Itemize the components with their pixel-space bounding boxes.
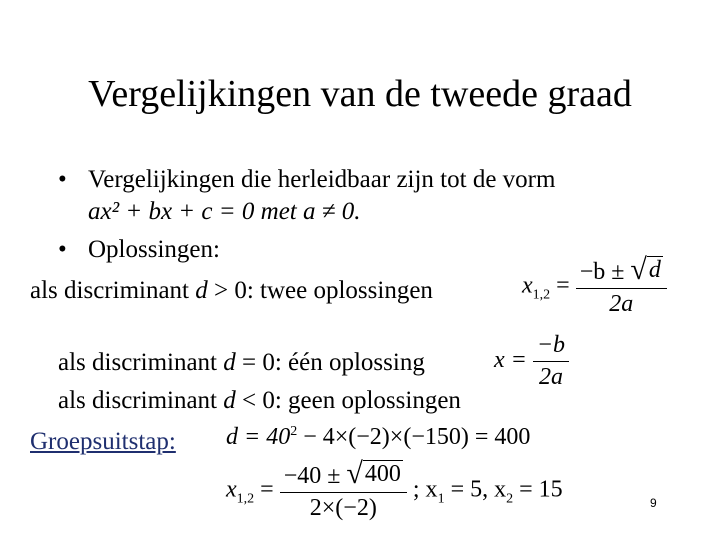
bullet-1-text: Vergelijkingen die herleidbaar zijn tot de vorm [88,166,556,193]
case-zero [58,349,425,377]
formula-denominator: 2a [609,291,634,317]
formula-tail-sub1: 1 [437,491,445,507]
formula-numerator: −b [536,332,566,358]
formula-sub: 1,2 [532,287,551,303]
page-number: 9 [650,496,657,510]
formula-tail-a: ; x [412,476,438,503]
bullet-1 [58,166,555,194]
case-zero-var: d [223,349,236,376]
case-positive-suffix: > 0: twee oplossingen [207,277,433,304]
bullet-dot: • [58,236,67,263]
formula-discriminant [226,424,530,451]
case-zero-prefix: als discriminant [58,349,224,376]
bullet-dot: • [58,166,67,193]
bullet-2 [58,236,220,264]
case-negative-prefix: als discriminant [58,387,224,414]
formula-tail-sub2: 2 [506,491,514,507]
formula-radicand: d [648,257,661,283]
formula-lhs: x [226,476,237,503]
page-title: Vergelijkingen van de tweede graad [88,73,632,115]
formula-one-solution [494,332,569,391]
bullet-1-equation: ax² + bx + c = 0 met a ≠ 0. [88,198,361,225]
case-positive-var: d [195,277,208,304]
formula-denominator: 2a [538,364,563,390]
formula-fraction: −40 ± √ 400 2×(−2) [280,460,407,522]
formula-sub: 1,2 [236,491,255,507]
case-negative [58,387,461,415]
formula-lhs: x = [494,347,527,374]
formula-disc-b: − 4×(−2)×(−150) = 400 [297,424,531,450]
case-positive-prefix: als discriminant [30,277,196,304]
case-negative-var: d [223,387,236,414]
formula-fraction [533,332,569,391]
formula-fraction: −b ± √ d 2a [576,256,667,318]
formula-disc-a: d = 40 [226,424,291,450]
formula-denominator: 2×(−2) [309,495,377,521]
bullet-2-text: Oplossingen: [88,236,220,263]
case-positive [30,277,433,305]
formula-radicand: 400 [364,461,401,487]
group-trip-link[interactable]: Groepsuitstap: [30,428,176,455]
formula-two-solutions: $x_{1,2}$ = −b ± √ d 2a [522,256,667,318]
formula-disc-sup: 2 [290,424,298,439]
case-zero-suffix: = 0: één oplossing [235,349,425,376]
formula-num-pre: −b ± [579,259,631,285]
formula-lhs: x [522,272,533,299]
formula-num-pre: −40 ± [283,463,347,489]
formula-tail-c: = 15 [513,476,563,503]
formula-tail-b: = 5, x [444,476,507,503]
case-negative-suffix: < 0: geen oplossingen [235,387,461,414]
formula-solutions: $x_{1,2}$ = −40 ± √ 400 2×(−2) ; $x_1 = 5$, $x_2 = 15$ [226,457,563,521]
